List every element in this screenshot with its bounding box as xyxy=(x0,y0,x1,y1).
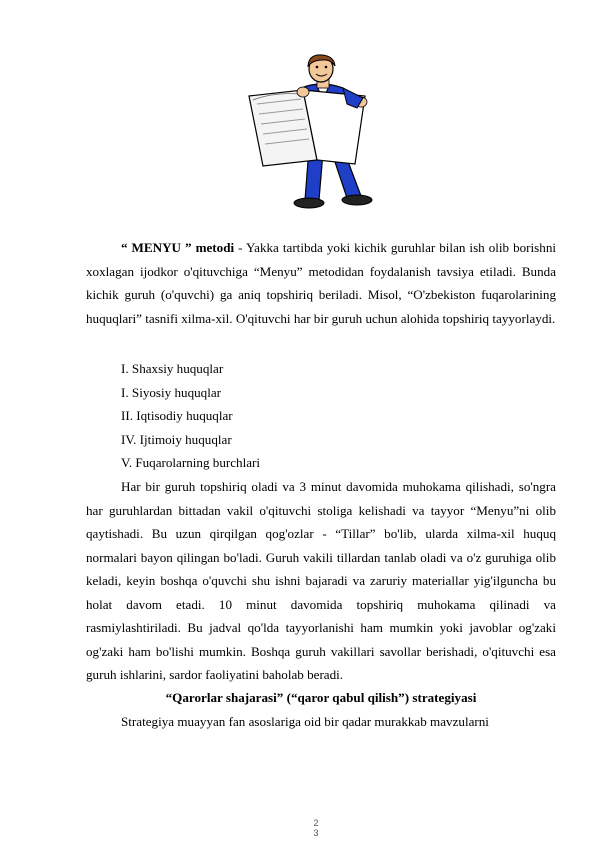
list-item: II. Iqtisodiy huquqlar xyxy=(121,408,233,423)
group-work-paragraph xyxy=(86,475,556,687)
man-reading-newspaper-illustration xyxy=(243,52,393,212)
list-item: I. Siyosiy huquqlar xyxy=(121,385,222,400)
section-heading: “Qarorlar shajarasi” (“qaror qabul qilish”) strategiyasi xyxy=(165,690,477,705)
menyu-method-paragraph xyxy=(86,236,556,330)
list-item: I. Shaxsiy huquqlar xyxy=(121,361,224,376)
strategy-text: Strategiya muayyan fan asoslariga oid bir qadar murakkab mavzularni xyxy=(121,714,489,729)
menyu-method-text: - Yakka tartibda yoki kichik guruhlar bilan ish olib borishni xoxlagan ijodkor o'qituvchiga “Menyu” metodidan foydalanish tavsiya etiladi. Bunda kichik guruh (o'quvchi) ga aniq topshiriq beriladi. Misol, “O'zbekiston fuqarolarining huquqlari” tasnifi xilma-xil. O'qituvchi har bir guruh uchun alohida topshiriq tayyorlaydi. xyxy=(86,240,557,326)
page-number xyxy=(306,818,326,838)
page-number-digit: 3 xyxy=(313,828,319,838)
strategy-paragraph xyxy=(86,710,556,734)
page-number-digit: 2 xyxy=(313,818,319,828)
group-work-text: Har bir guruh topshiriq oladi va 3 minut davomida muhokama qilishadi, so'ngra har guruhlardan bittadan vakil o'qituvchi stoliga kelishadi va tayyor “Menyu”ni olib qaytishadi. Bu uzun qirqilgan qog'ozlar - “Tillar” bo'lib, ularda xilma-xil huquq normalari bayon qilingan bo'ladi. Guruh vakili tillardan tanlab oladi va o'z guruhiga olib keladi, keyin boshqa o'quvchi shu ishni bajaradi va zaruriy materiallar yig'ilguncha bu holat davom etadi. 10 minut davomida topshiriq muhokama qilinadi va rasmiylashtiriladi. Bu jadval qo'lda tayyorlanishi ham mumkin yoki javoblar og'zaki og'zaki ham bo'lishi mumkin. Boshqa guruh vakillari savollar berishadi, o'qituvchi esa guruh ishlarini, sardor faoliyatini baholab beradi. xyxy=(86,479,556,682)
list-item: V. Fuqarolarning burchlari xyxy=(121,455,261,470)
list-item: IV. Ijtimoiy huquqlar xyxy=(121,432,232,447)
menyu-method-title: “ MENYU ” metodi xyxy=(121,240,235,255)
man-reading-newspaper-icon xyxy=(243,52,393,212)
